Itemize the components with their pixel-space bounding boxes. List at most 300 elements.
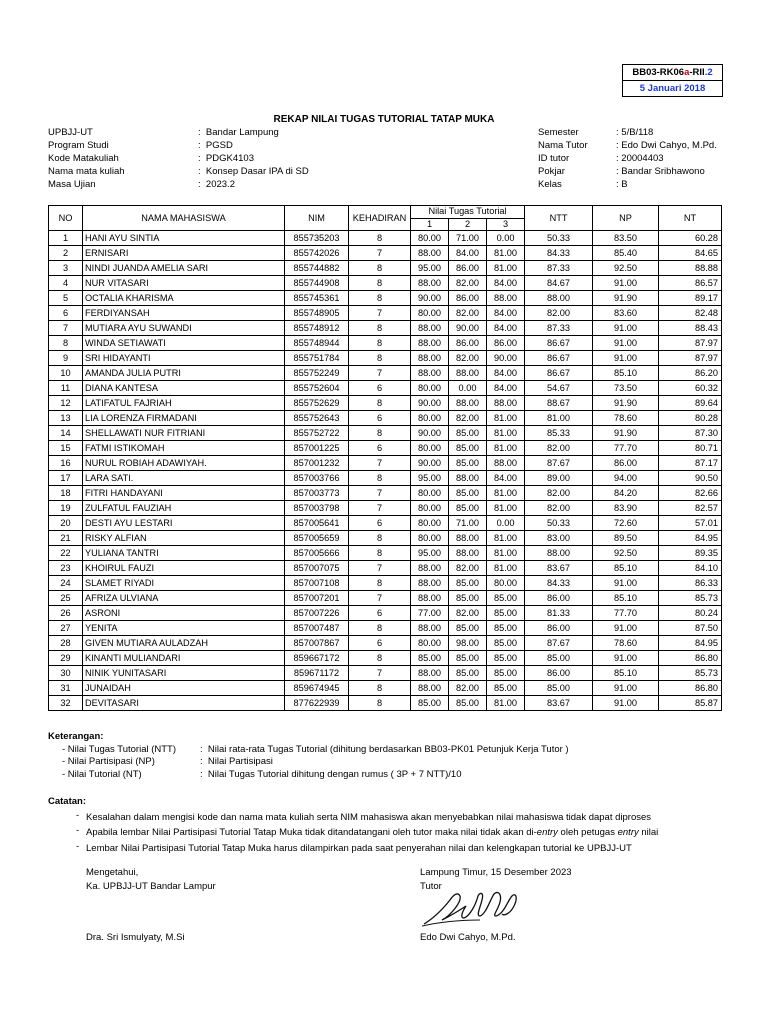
info-label-semester: Semester	[538, 127, 579, 138]
signature-left-name: Dra. Sri Ismulyaty, M.Si	[86, 932, 185, 943]
cell-np: 91.90	[593, 396, 659, 411]
cell-tugas-1: 85.00	[411, 651, 449, 666]
info-value-kode: PDGK4103	[205, 153, 254, 164]
cell-ntt: 82.00	[525, 486, 593, 501]
cell-kehadiran: 7	[349, 246, 411, 261]
cell-ntt: 87.33	[525, 261, 593, 276]
cell-np: 92.50	[593, 261, 659, 276]
keterangan-value-ntt: Nilai rata-rata Tugas Tutorial (dihitung berdasarkan BB03-PK01 Petunjuk Kerja Tutor )	[207, 743, 569, 755]
cell-tugas-2: 85.00	[449, 486, 487, 501]
signature-right-line1: Lampung Timur, 15 Desember 2023	[420, 867, 572, 878]
cell-nim: 855742026	[285, 246, 349, 261]
cell-tugas-2: 82.00	[449, 276, 487, 291]
cell-tugas-1: 80.00	[411, 306, 449, 321]
cell-tugas-2: 85.00	[449, 666, 487, 681]
cell-tugas-3: 81.00	[487, 531, 525, 546]
cell-kehadiran: 6	[349, 606, 411, 621]
cell-np: 85.40	[593, 246, 659, 261]
cell-tugas-1: 80.00	[411, 411, 449, 426]
table-row	[49, 486, 722, 501]
cell-tugas-2: 88.00	[449, 471, 487, 486]
cell-nt: 82.66	[659, 486, 722, 501]
cell-tugas-1: 80.00	[411, 486, 449, 501]
cell-no: 1	[49, 231, 83, 246]
cell-tugas-2: 85.00	[449, 576, 487, 591]
info-value-tutor: Edo Dwi Cahyo, M.Pd.	[621, 140, 717, 151]
cell-nama: DESTI AYU LESTARI	[83, 516, 285, 531]
cell-tugas-3: 84.00	[487, 321, 525, 336]
cell-tugas-3: 81.00	[487, 486, 525, 501]
cell-no: 23	[49, 561, 83, 576]
table-row	[49, 306, 722, 321]
cell-nim: 855748912	[285, 321, 349, 336]
cell-tugas-1: 88.00	[411, 246, 449, 261]
table-row	[49, 426, 722, 441]
cell-kehadiran: 6	[349, 411, 411, 426]
cell-ntt: 84.33	[525, 576, 593, 591]
cell-no: 16	[49, 456, 83, 471]
cell-kehadiran: 8	[349, 426, 411, 441]
cell-nim: 859674945	[285, 681, 349, 696]
cell-nt: 80.71	[659, 441, 722, 456]
cell-ntt: 86.67	[525, 366, 593, 381]
cell-np: 91.00	[593, 651, 659, 666]
cell-nama: GIVEN MUTIARA AULADZAH	[83, 636, 285, 651]
keterangan-label-nt: - Nilai Tutorial (NT)	[62, 768, 142, 780]
cell-tugas-1: 95.00	[411, 546, 449, 561]
cell-no: 5	[49, 291, 83, 306]
header-nt: NT	[659, 206, 722, 231]
cell-np: 83.50	[593, 231, 659, 246]
cell-ntt: 84.67	[525, 276, 593, 291]
cell-nim: 855751784	[285, 351, 349, 366]
table-row	[49, 366, 722, 381]
info-label-upbjj: UPBJJ-UT	[48, 127, 93, 138]
cell-ntt: 85.33	[525, 426, 593, 441]
cell-tugas-1: 88.00	[411, 351, 449, 366]
cell-tugas-3: 88.00	[487, 396, 525, 411]
cell-tugas-2: 82.00	[449, 351, 487, 366]
cell-kehadiran: 7	[349, 501, 411, 516]
info-value-semester: 5/B/118	[621, 127, 654, 138]
cell-tugas-1: 88.00	[411, 591, 449, 606]
cell-tugas-2: 86.00	[449, 336, 487, 351]
table-row	[49, 561, 722, 576]
cell-tugas-3: 81.00	[487, 561, 525, 576]
cell-nt: 87.30	[659, 426, 722, 441]
cell-np: 85.10	[593, 666, 659, 681]
cell-np: 85.10	[593, 366, 659, 381]
cell-ntt: 82.00	[525, 306, 593, 321]
cell-tugas-3: 85.00	[487, 621, 525, 636]
table-row	[49, 396, 722, 411]
catatan-section: Catatan: - Kesalahan dalam mengisi kode dan nama mata kuliah serta NIM mahasiswa akan menyebabkan nilai mahasiswa tidak dapat diproses - Apabila lembar Nilai Partisipasi Tutorial Tatap Muka tidak ditandatangani oleh tutor maka nilai tidak akan di-entry oleh petugas entry nilai - Lembar Nilai Partisipasi Tutorial Tatap Muka harus dilampirkan pada saat penyerahan nilai dan kelengkapan tutorial ke UPBJJ-UT	[48, 796, 659, 854]
cell-tugas-1: 88.00	[411, 276, 449, 291]
cell-np: 94.00	[593, 471, 659, 486]
cell-tugas-1: 95.00	[411, 261, 449, 276]
cell-tugas-3: 81.00	[487, 411, 525, 426]
table-row	[49, 591, 722, 606]
cell-tugas-3: 85.00	[487, 591, 525, 606]
cell-no: 20	[49, 516, 83, 531]
cell-tugas-1: 80.00	[411, 531, 449, 546]
cell-nama: ZULFATUL FAUZIAH	[83, 501, 285, 516]
cell-nt: 85.87	[659, 696, 722, 711]
cell-tugas-3: 90.00	[487, 351, 525, 366]
cell-nama: MUTIARA AYU SUWANDI	[83, 321, 285, 336]
header-kehadiran: KEHADIRAN	[349, 206, 411, 231]
cell-tugas-3: 85.00	[487, 636, 525, 651]
cell-no: 24	[49, 576, 83, 591]
cell-nt: 89.35	[659, 546, 722, 561]
cell-tugas-1: 88.00	[411, 561, 449, 576]
cell-no: 29	[49, 651, 83, 666]
info-value-idtutor: 20004403	[621, 153, 664, 164]
cell-tugas-3: 85.00	[487, 606, 525, 621]
cell-nt: 86.20	[659, 366, 722, 381]
info-label-idtutor: ID tutor	[538, 153, 570, 164]
cell-tugas-2: 84.00	[449, 246, 487, 261]
cell-kehadiran: 7	[349, 486, 411, 501]
table-row	[49, 336, 722, 351]
catatan-title: Catatan:	[48, 796, 87, 807]
cell-kehadiran: 7	[349, 561, 411, 576]
cell-np: 73.50	[593, 381, 659, 396]
cell-nama: NURUL ROBIAH ADAWIYAH.	[83, 456, 285, 471]
cell-nama: FITRI HANDAYANI	[83, 486, 285, 501]
cell-tugas-3: 86.00	[487, 336, 525, 351]
cell-kehadiran: 7	[349, 666, 411, 681]
cell-tugas-2: 82.00	[449, 681, 487, 696]
cell-nim: 857007201	[285, 591, 349, 606]
cell-kehadiran: 6	[349, 381, 411, 396]
tutor-signature-icon	[420, 886, 530, 930]
cell-kehadiran: 8	[349, 651, 411, 666]
page-title: REKAP NILAI TUGAS TUTORIAL TATAP MUKA	[273, 114, 495, 125]
header-tugas-1: 1	[411, 218, 449, 231]
cell-tugas-3: 84.00	[487, 471, 525, 486]
cell-no: 8	[49, 336, 83, 351]
cell-tugas-2: 85.00	[449, 621, 487, 636]
cell-np: 91.00	[593, 681, 659, 696]
cell-nt: 60.28	[659, 231, 722, 246]
cell-nt: 85.73	[659, 666, 722, 681]
cell-np: 83.60	[593, 306, 659, 321]
cell-nt: 84.65	[659, 246, 722, 261]
table-row	[49, 636, 722, 651]
cell-tugas-2: 71.00	[449, 231, 487, 246]
cell-no: 14	[49, 426, 83, 441]
cell-kehadiran: 8	[349, 321, 411, 336]
cell-tugas-3: 81.00	[487, 441, 525, 456]
cell-nt: 60.32	[659, 381, 722, 396]
cell-tugas-1: 80.00	[411, 381, 449, 396]
cell-np: 84.20	[593, 486, 659, 501]
cell-ntt: 86.00	[525, 666, 593, 681]
cell-nama: LARA SATI.	[83, 471, 285, 486]
cell-np: 89.50	[593, 531, 659, 546]
catatan-item-1: Kesalahan dalam mengisi kode dan nama mata kuliah serta NIM mahasiswa akan menyebabkan nilai mahasiswa tidak dapat diproses	[86, 811, 652, 823]
cell-ntt: 81.33	[525, 606, 593, 621]
cell-nt: 89.17	[659, 291, 722, 306]
table-row	[49, 516, 722, 531]
cell-np: 91.90	[593, 426, 659, 441]
cell-tugas-3: 85.00	[487, 651, 525, 666]
cell-nama: SLAMET RIYADI	[83, 576, 285, 591]
cell-nim: 855752722	[285, 426, 349, 441]
cell-kehadiran: 8	[349, 471, 411, 486]
cell-tugas-1: 80.00	[411, 636, 449, 651]
catatan-item-3: Lembar Nilai Partisipasi Tutorial Tatap Muka harus dilampirkan pada saat penyerahan nilai dan kelengkapan tutorial ke UPBJJ-UT	[86, 842, 632, 854]
table-row	[49, 471, 722, 486]
cell-ntt: 88.67	[525, 396, 593, 411]
cell-ntt: 50.33	[525, 516, 593, 531]
cell-nama: AFRIZA ULVIANA	[83, 591, 285, 606]
cell-nim: 855748905	[285, 306, 349, 321]
cell-tugas-1: 80.00	[411, 501, 449, 516]
cell-tugas-1: 85.00	[411, 696, 449, 711]
cell-ntt: 82.00	[525, 501, 593, 516]
info-label-kelas: Kelas	[538, 179, 562, 190]
cell-np: 83.90	[593, 501, 659, 516]
cell-no: 31	[49, 681, 83, 696]
info-label-kode: Kode Matakuliah	[48, 153, 119, 164]
cell-tugas-1: 90.00	[411, 426, 449, 441]
cell-tugas-3: 81.00	[487, 426, 525, 441]
table-row	[49, 441, 722, 456]
cell-nama: LIA LORENZA FIRMADANI	[83, 411, 285, 426]
cell-tugas-1: 80.00	[411, 231, 449, 246]
cell-nama: ASRONI	[83, 606, 285, 621]
cell-nim: 855752249	[285, 366, 349, 381]
cell-nama: ERNISARI	[83, 246, 285, 261]
cell-no: 13	[49, 411, 83, 426]
cell-tugas-3: 81.00	[487, 546, 525, 561]
info-value-pokjar: Bandar Sribhawono	[621, 166, 705, 177]
cell-no: 21	[49, 531, 83, 546]
cell-ntt: 88.00	[525, 546, 593, 561]
cell-no: 19	[49, 501, 83, 516]
cell-kehadiran: 6	[349, 636, 411, 651]
keterangan-value-np: Nilai Partisipasi	[207, 756, 273, 767]
cell-np: 91.00	[593, 621, 659, 636]
grades-table-body	[49, 231, 722, 711]
cell-nama: AMANDA JULIA PUTRI	[83, 366, 285, 381]
table-row	[49, 621, 722, 636]
cell-tugas-1: 88.00	[411, 576, 449, 591]
cell-no: 22	[49, 546, 83, 561]
cell-nt: 84.95	[659, 531, 722, 546]
table-row	[49, 411, 722, 426]
cell-nim: 855745361	[285, 291, 349, 306]
cell-kehadiran: 8	[349, 681, 411, 696]
cell-np: 72.60	[593, 516, 659, 531]
cell-tugas-1: 80.00	[411, 516, 449, 531]
cell-nt: 87.97	[659, 351, 722, 366]
cell-nim: 877622939	[285, 696, 349, 711]
cell-kehadiran: 6	[349, 516, 411, 531]
cell-kehadiran: 8	[349, 351, 411, 366]
cell-nim: 857001225	[285, 441, 349, 456]
document-code-box	[622, 64, 723, 97]
cell-tugas-1: 77.00	[411, 606, 449, 621]
cell-ntt: 86.00	[525, 591, 593, 606]
cell-tugas-1: 88.00	[411, 366, 449, 381]
cell-tugas-2: 85.00	[449, 651, 487, 666]
cell-np: 91.00	[593, 696, 659, 711]
table-row	[49, 546, 722, 561]
table-row	[49, 501, 722, 516]
cell-np: 77.70	[593, 606, 659, 621]
cell-nim: 857005641	[285, 516, 349, 531]
cell-no: 12	[49, 396, 83, 411]
cell-nama: JUNAIDAH	[83, 681, 285, 696]
cell-nim: 855748944	[285, 336, 349, 351]
cell-nim: 859671172	[285, 666, 349, 681]
cell-no: 6	[49, 306, 83, 321]
cell-tugas-3: 81.00	[487, 261, 525, 276]
header-no: NO	[49, 206, 83, 231]
cell-tugas-3: 80.00	[487, 576, 525, 591]
cell-kehadiran: 7	[349, 366, 411, 381]
cell-nim: 855744882	[285, 261, 349, 276]
cell-ntt: 86.67	[525, 351, 593, 366]
cell-nt: 57.01	[659, 516, 722, 531]
cell-nama: KHOIRUL FAUZI	[83, 561, 285, 576]
cell-ntt: 84.33	[525, 246, 593, 261]
cell-np: 85.10	[593, 591, 659, 606]
cell-np: 78.60	[593, 636, 659, 651]
cell-nim: 857007226	[285, 606, 349, 621]
cell-tugas-1: 90.00	[411, 456, 449, 471]
cell-ntt: 89.00	[525, 471, 593, 486]
table-row	[49, 576, 722, 591]
info-value-masa: 2023.2	[205, 179, 235, 190]
cell-nama: YULIANA TANTRI	[83, 546, 285, 561]
cell-tugas-2: 82.00	[449, 561, 487, 576]
cell-tugas-1: 90.00	[411, 291, 449, 306]
info-value-matkul: Konsep Dasar IPA di SD	[205, 166, 309, 177]
cell-tugas-3: 84.00	[487, 276, 525, 291]
info-label-pokjar: Pokjar	[538, 166, 565, 177]
cell-nim: 857007108	[285, 576, 349, 591]
cell-nt: 88.88	[659, 261, 722, 276]
cell-ntt: 83.67	[525, 561, 593, 576]
table-row	[49, 351, 722, 366]
cell-tugas-1: 88.00	[411, 681, 449, 696]
cell-nt: 80.28	[659, 411, 722, 426]
cell-tugas-3: 84.00	[487, 306, 525, 321]
header-ntt-group: Nilai Tugas Tutorial	[411, 206, 525, 219]
cell-ntt: 87.33	[525, 321, 593, 336]
cell-tugas-3: 84.00	[487, 366, 525, 381]
cell-tugas-2: 98.00	[449, 636, 487, 651]
cell-kehadiran: 8	[349, 261, 411, 276]
cell-tugas-3: 84.00	[487, 381, 525, 396]
cell-nim: 855752643	[285, 411, 349, 426]
cell-nama: KINANTI MULIANDARI	[83, 651, 285, 666]
cell-kehadiran: 8	[349, 336, 411, 351]
cell-ntt: 50.33	[525, 231, 593, 246]
cell-nt: 84.10	[659, 561, 722, 576]
cell-nama: NINIK YUNITASARI	[83, 666, 285, 681]
cell-tugas-1: 88.00	[411, 336, 449, 351]
header-nama: NAMA MAHASISWA	[83, 206, 285, 231]
cell-tugas-2: 71.00	[449, 516, 487, 531]
cell-no: 11	[49, 381, 83, 396]
cell-kehadiran: 8	[349, 621, 411, 636]
cell-nt: 82.57	[659, 501, 722, 516]
cell-no: 26	[49, 606, 83, 621]
cell-ntt: 85.00	[525, 651, 593, 666]
info-value-prodi: PGSD	[205, 140, 233, 151]
cell-nt: 87.17	[659, 456, 722, 471]
cell-tugas-1: 88.00	[411, 621, 449, 636]
info-label-matkul: Nama mata kuliah	[48, 166, 125, 177]
header-np: NP	[593, 206, 659, 231]
signature-right-line2: Tutor	[420, 881, 442, 892]
info-label-tutor: Nama Tutor	[538, 140, 588, 151]
cell-kehadiran: 6	[349, 441, 411, 456]
cell-nama: FATMI ISTIKOMAH	[83, 441, 285, 456]
cell-no: 32	[49, 696, 83, 711]
cell-tugas-3: 81.00	[487, 696, 525, 711]
cell-nt: 80.24	[659, 606, 722, 621]
cell-no: 7	[49, 321, 83, 336]
cell-nama: LATIFATUL FAJRIAH	[83, 396, 285, 411]
cell-nim: 855744908	[285, 276, 349, 291]
cell-ntt: 81.00	[525, 411, 593, 426]
cell-nama: DEVITASARI	[83, 696, 285, 711]
cell-nt: 86.33	[659, 576, 722, 591]
cell-nim: 857005666	[285, 546, 349, 561]
cell-nt: 82.48	[659, 306, 722, 321]
cell-np: 77.70	[593, 441, 659, 456]
table-row	[49, 531, 722, 546]
cell-tugas-2: 85.00	[449, 591, 487, 606]
info-label-masa: Masa Ujian	[48, 179, 96, 190]
cell-ntt: 87.67	[525, 636, 593, 651]
cell-ntt: 85.00	[525, 681, 593, 696]
cell-tugas-2: 82.00	[449, 411, 487, 426]
table-row	[49, 321, 722, 336]
cell-nt: 86.80	[659, 681, 722, 696]
table-row	[49, 666, 722, 681]
cell-nama: OCTALIA KHARISMA	[83, 291, 285, 306]
cell-tugas-2: 86.00	[449, 291, 487, 306]
cell-nt: 86.80	[659, 651, 722, 666]
cell-nama: HANI AYU SINTIA	[83, 231, 285, 246]
cell-nim: 857007867	[285, 636, 349, 651]
cell-kehadiran: 8	[349, 276, 411, 291]
cell-np: 86.00	[593, 456, 659, 471]
cell-nim: 857007075	[285, 561, 349, 576]
cell-nt: 87.97	[659, 336, 722, 351]
cell-tugas-2: 85.00	[449, 426, 487, 441]
cell-tugas-3: 0.00	[487, 231, 525, 246]
cell-nim: 857007487	[285, 621, 349, 636]
cell-tugas-1: 88.00	[411, 321, 449, 336]
info-value-upbjj: Bandar Lampung	[205, 127, 279, 138]
cell-nim: 855752629	[285, 396, 349, 411]
cell-tugas-3: 85.00	[487, 681, 525, 696]
cell-nama: DIANA KANTESA	[83, 381, 285, 396]
cell-tugas-2: 85.00	[449, 456, 487, 471]
cell-no: 27	[49, 621, 83, 636]
cell-nt: 84.95	[659, 636, 722, 651]
info-right: Semester : 5/B/118 Nama Tutor : Edo Dwi Cahyo, M.Pd. ID tutor : 20004403 Pokjar : Bandar Sribhawono Kelas : B	[538, 127, 717, 190]
cell-kehadiran: 8	[349, 546, 411, 561]
